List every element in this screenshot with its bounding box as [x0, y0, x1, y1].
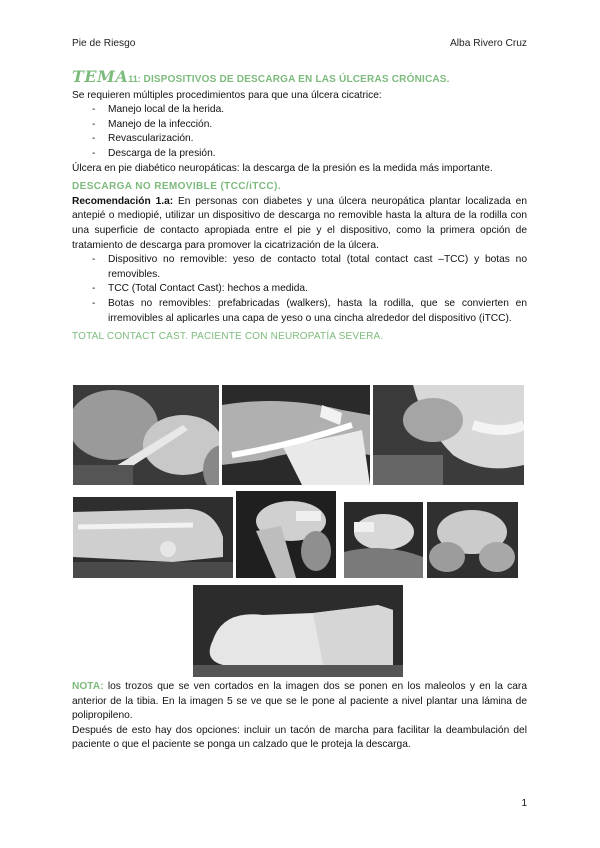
photo-3-wrapping-foot [373, 385, 524, 485]
photo-4-leg-in-cast-side [73, 497, 233, 578]
photo-8-completed-cast [193, 585, 403, 677]
nota-label: NOTA: [72, 681, 104, 692]
list-item: - Descarga de la presión. [92, 147, 527, 162]
list-item: - Dispositivo no removible: yeso de contacto total (total contact cast –TCC) y botas no removibles. [92, 253, 527, 282]
nota-paragraph [72, 680, 527, 724]
page-number: 1 [521, 798, 527, 809]
list-item: - TCC (Total Contact Cast): hechos a medida. [92, 282, 527, 297]
photo-5-plantar-sheet [236, 491, 336, 578]
recommendation-text: En personas con diabetes y una úlcera neuropática plantar localizada en antepié o mediopié, utilizar un dispositivo de descarga no removible hasta la altura de la rodilla con una superficie de contacto apropiada entre el pie y el dispositivo, como la primera opción de tratamiento de descarga para promover la cicatrización de la úlcera. [72, 195, 527, 251]
devices-list [92, 253, 527, 326]
photo-6-cast-hold [344, 502, 423, 578]
section-heading: DESCARGA NO REMOVIBLE (TCC/iTCC). [72, 181, 281, 193]
page-content [72, 67, 527, 345]
list-item: - Revascularización. [92, 132, 527, 147]
list-item: - Botas no removibles: prefabricadas (walkers), hasta la rodilla, que se convierten en irremovibles al aplicarles una capa de yeso o una cincha alrededor del dispositivo (iTCC). [92, 297, 527, 326]
chapter-tema-label: TEMA [72, 67, 129, 86]
header-doc-title: Pie de Riesgo [72, 38, 136, 49]
chapter-title [72, 67, 527, 88]
figure-caption: TOTAL CONTACT CAST. PACIENTE CON NEUROPATÍA SEVERA. [72, 331, 384, 343]
ulcer-note-paragraph: Úlcera en pie diabético neuropáticas: la descarga de la presión es la medida más importante. [72, 162, 493, 174]
list-item: - Manejo local de la herida. [92, 103, 527, 118]
closing-paragraph: Después de esto hay dos opciones: incluir un tacón de marcha para facilitar la deambulación del paciente o que el paciente se ponga un calzado que le proteja la descarga. [72, 724, 527, 751]
nota-text: los trozos que se ven cortados en la imagen dos se ponen en los maleolos y en la cara anterior de la tibia. En la imagen 5 se ve que se le pone al paciente a nivel plantar una lámina de polipropileno. [72, 681, 527, 722]
photo-1-foot-cast-application [73, 385, 219, 485]
recommendation-paragraph [72, 195, 527, 253]
list-item: - Manejo de la infección. [92, 118, 527, 133]
intro-paragraph: Se requieren múltiples procedimientos para que una úlcera cicatrice: [72, 89, 382, 101]
header-author: Alba Rivero Cruz [450, 38, 527, 49]
chapter-heading: DISPOSITIVOS DE DESCARGA EN LAS ÚLCERAS CRÓNICAS. [143, 74, 450, 85]
photo-7-hands-on-cast [427, 502, 518, 578]
chapter-number: 11: [128, 74, 141, 84]
after-figure-content [72, 680, 527, 753]
recommendation-label: Recomendación 1.a: [72, 195, 174, 207]
procedures-list [92, 103, 527, 161]
photo-2-cast-padding-strips [222, 385, 370, 485]
